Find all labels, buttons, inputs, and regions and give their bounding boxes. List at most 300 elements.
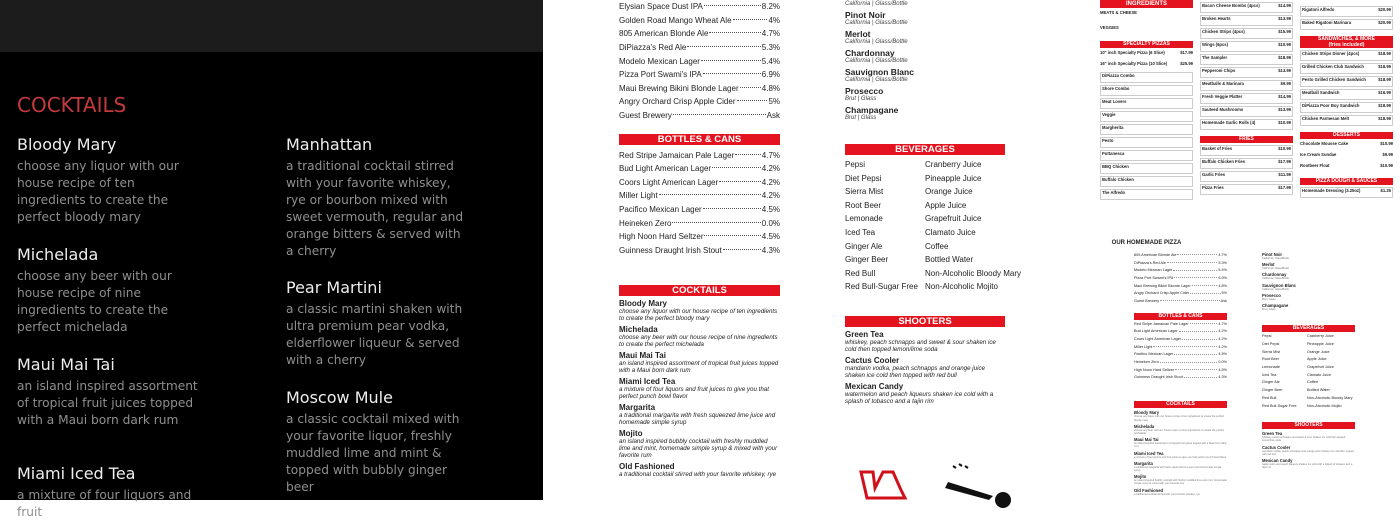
beverage-item: Red Bull-Sugar Free: [845, 282, 918, 292]
mini-item-row: [1302, 77, 1391, 82]
item-value: 4.3%: [761, 245, 780, 255]
mini-item-name: Pizza Fries: [1202, 185, 1224, 190]
menu-row: [619, 27, 780, 41]
mini-beverage: Cranberry Juice: [1307, 334, 1334, 339]
leader-dots: [1160, 362, 1217, 363]
leader-dots: [733, 19, 768, 20]
item-desc: choose any liquor with our house recipe of ten ingredients to create the perfect bloody mary: [619, 308, 778, 323]
mini-item-price: $20.99: [1378, 20, 1391, 25]
beverage-item: Clamato Juice: [925, 227, 976, 237]
mini-item-desc: Brut | Glass: [1262, 308, 1276, 312]
item-name: Bud Light American Lager: [619, 164, 712, 174]
cocktail-item: [17, 134, 202, 226]
item-name: Miller Light: [1134, 344, 1153, 349]
mini-item-name: Merlot: [1262, 262, 1275, 268]
mini-item: [1300, 50, 1393, 61]
mini-header: SHOOTERS: [1262, 422, 1355, 429]
menu-row: [619, 216, 780, 230]
item-name: Sauvignon Blanc: [845, 67, 914, 77]
menu-row: [619, 244, 780, 258]
cocktail-desc: choose any beer with our house recipe of nine ingredients to create the perfect michelada: [17, 269, 172, 334]
menu-column-2: [845, 1, 1065, 405]
mini-item-desc: whiskey, peach schnapps and sweet & sour shaken ice cold then topped lemon/lime soda: [1262, 436, 1346, 443]
menu-item: [619, 299, 780, 322]
mini-item-row: [1302, 103, 1391, 108]
item-name: Chardonnay: [845, 48, 895, 58]
mini-row: [1134, 320, 1227, 328]
item-name: Pizza Port Swami's IPA: [1134, 275, 1174, 280]
item-value: Ask: [766, 111, 780, 121]
leader-dots: [673, 114, 766, 115]
mini-item-desc: [1302, 193, 1391, 197]
mini-item-row: [1202, 3, 1291, 8]
item-desc: choose any beer with our house recipe of nine ingredients to create the perfect michelada: [619, 334, 778, 349]
leader-dots: [701, 60, 761, 61]
mini-pizza: [1100, 163, 1193, 174]
mini-item: [1200, 93, 1293, 104]
mini-item: [1100, 61, 1193, 70]
mini-item-desc: [1202, 8, 1291, 12]
item-value: 5%: [1221, 291, 1227, 296]
mini-item-desc: [1202, 177, 1291, 181]
item-name: Miller Light: [619, 191, 658, 201]
mini-drinks-1: [1134, 251, 1227, 496]
mini-item: [1100, 50, 1193, 59]
mini-item: [1300, 6, 1393, 17]
item-desc: whiskey, peach schnapps and sweet & sour shaken ice cold then topped lemon/lime soda: [845, 338, 996, 353]
menu-row: [619, 230, 780, 244]
mini-header: DESSERTS: [1300, 132, 1393, 139]
mini-item: [1200, 15, 1293, 26]
leader-dots: [1184, 377, 1218, 378]
item-name: Margarita: [619, 403, 656, 413]
item-name: Maui Brewing Bikini Blonde Lager: [619, 83, 739, 93]
bottles-list: [619, 148, 780, 257]
mini-item-price: $17.99: [1278, 159, 1291, 164]
mini-item-price: $14.99: [1278, 94, 1291, 99]
mini-pizza: [1100, 72, 1193, 83]
item-name: Mojito: [619, 429, 643, 439]
menu-item: [845, 382, 1005, 405]
mini-item: [1200, 80, 1293, 91]
item-value: 4.8%: [761, 83, 780, 93]
mini-item-price: $10.99: [1278, 42, 1291, 47]
mini-item-name: Baked Rigatoni Marinara: [1302, 20, 1352, 25]
mini-item: [1200, 2, 1293, 13]
mini-desc: [1102, 91, 1191, 95]
item-name: Heineken Zero: [619, 218, 672, 228]
mini-item-name: Ice Cream Sundae: [1300, 152, 1337, 157]
mini-item-desc: [1300, 146, 1393, 150]
mini-item-desc: [1300, 168, 1393, 172]
menu-row: [619, 82, 780, 96]
mini-item-price: $16.99: [1378, 90, 1391, 95]
cocktail-name: Michelada: [17, 245, 99, 264]
item-name: Coors Light American Lager: [619, 177, 719, 187]
mini-item-price: $18.99: [1378, 77, 1391, 82]
mini-item: [1300, 89, 1393, 100]
mini-beverage: Root Beer: [1262, 357, 1280, 362]
mini-item-row: [1202, 120, 1291, 125]
mini-item-price: $18.99: [1378, 103, 1391, 108]
mini-header: SPECIALTY PIZZAS: [1100, 41, 1193, 48]
mini-item-name: Bacon Cheese Bombs (4pcs): [1202, 3, 1260, 8]
item-value: 4.7%: [761, 150, 780, 160]
mini-homemade: [1100, 240, 1193, 247]
mini-row: [1134, 358, 1227, 366]
item-name: Miami Iced Tea: [619, 377, 676, 387]
mini-pizza-name: The Alfredo: [1102, 190, 1126, 195]
mini-item: [1300, 115, 1393, 126]
mini-item-desc: [1302, 82, 1391, 86]
mini-item-desc: [1202, 164, 1291, 168]
mini-item-desc: an island inspired assortment of tropical fruit juices topped with a Maui born dark rum: [1134, 442, 1227, 449]
item-desc: Brut | Glass: [845, 96, 877, 102]
mini-item-name: DiPiazza Poor Boy Sandwich: [1302, 103, 1360, 108]
mini-item-price: $13.99: [1278, 16, 1291, 21]
item-name: Modelo Mexican Lager: [1134, 268, 1173, 273]
mini-row: [1134, 374, 1227, 382]
cocktails-panel: [0, 0, 543, 519]
mini-beverage: Non-Alcoholic Bloody Mary: [1307, 395, 1353, 400]
item-value: 4.7%: [1218, 321, 1227, 326]
item-name: Mexican Candy: [845, 381, 904, 391]
cocktail-item: [17, 244, 202, 336]
mini-item-name: Sauteed Mushrooms: [1202, 107, 1244, 112]
item-name: Heineken Zero: [1134, 360, 1159, 365]
menu-item: [845, 330, 1005, 353]
cocktails-header: COCKTAILS: [619, 285, 780, 296]
mini-beverage: Lemonade: [1262, 365, 1280, 370]
menu-item: [845, 49, 1065, 65]
mini-pizza-name: Buffalo Chicken: [1102, 177, 1134, 182]
mini-desc: [1102, 143, 1191, 147]
item-name: Green Tea: [845, 329, 884, 339]
mini-header: SANDWICHES, & MORE: [1318, 36, 1375, 42]
mini-item-desc: [1202, 112, 1291, 116]
mini-row: [1134, 251, 1227, 259]
cocktail-item: [17, 463, 202, 521]
mini-item: [1200, 171, 1293, 182]
mini-item-name: Buffalo Chicken Fries: [1202, 159, 1246, 164]
mini-item-row: [1302, 20, 1391, 25]
item-name: Guinness Draught Irish Stout: [1134, 375, 1183, 380]
cocktail-name: Miami Iced Tea: [17, 464, 136, 483]
mini-item-name: Rootbeer Float: [1300, 163, 1330, 168]
mini-item-desc: [1300, 157, 1393, 161]
item-name: Old Fashioned: [619, 462, 675, 472]
menu-item: [619, 403, 780, 426]
mini-item-price: $13.99: [1278, 107, 1291, 112]
menu-item: [845, 68, 1065, 84]
mini-beverage: Pineapple Juice: [1307, 341, 1334, 346]
mini-beverage: Red Bull-Sugar Free: [1262, 403, 1297, 408]
mini-item-name: Basket of Fries: [1202, 146, 1233, 151]
leader-dots: [737, 100, 768, 101]
item-desc: mandarin vodka, peach schnapps and orange juice shaken ice cold then topped with red bull: [845, 364, 986, 379]
mini-item-price: $15.99: [1278, 29, 1291, 34]
mini-item: [1300, 187, 1393, 198]
item-value: 4.8%: [1218, 283, 1227, 288]
mini-item-price: $9.99: [1382, 152, 1393, 157]
leader-dots: [1192, 285, 1218, 286]
cocktail-item: [286, 387, 471, 496]
leader-dots: [723, 249, 761, 250]
menu-item: [845, 87, 1065, 103]
mini-item-name: Bloody Mary: [1134, 410, 1160, 416]
item-value: 5.4%: [1218, 268, 1227, 273]
cocktail-name: Manhattan: [286, 135, 373, 154]
mini-header: PIZZA DOUGH & SAUCES: [1300, 178, 1393, 185]
item-value: 5.4%: [761, 56, 780, 66]
mini-item-name: Chocolate Mousse Cake: [1300, 141, 1349, 146]
mini-item-name: Wings (6pcs): [1202, 42, 1229, 47]
item-desc: a traditional cocktail stirred with your favorite whiskey, rye: [619, 471, 777, 479]
cocktail-item: [17, 354, 202, 429]
mini-item: [1300, 19, 1393, 30]
mini-row: [1134, 274, 1227, 282]
mini-pizza: [1100, 189, 1193, 200]
item-desc: California | Glass/Bottle: [845, 20, 908, 26]
mini-item-desc: [1202, 99, 1291, 103]
leader-dots: [719, 181, 761, 182]
item-name: Pinot Noir: [845, 10, 886, 20]
mini-pizza-name: Meat Lovers: [1102, 99, 1127, 104]
leader-dots: [1173, 270, 1217, 271]
item-value: 5%: [768, 97, 780, 107]
mini-item-desc: [1202, 125, 1291, 129]
mini-item-name: Maui Mai Tai: [1134, 437, 1159, 443]
mini-item-name: Old Fashioned: [1134, 487, 1164, 493]
mini-item-desc: choose any beer with our house recipe of nine ingredients to create the perfect michelada: [1134, 428, 1225, 435]
item-name: 805 American Blonde Ale: [1134, 252, 1177, 257]
item-name: Bloody Mary: [619, 299, 668, 309]
item-value: 4.3%: [1218, 375, 1227, 380]
menu-row: [619, 54, 780, 68]
item-value: 4%: [768, 15, 780, 25]
mini-pizza: [1100, 176, 1193, 187]
top-bar: [0, 0, 543, 52]
leader-dots: [1179, 331, 1218, 332]
mini-beverage: Iced Tea: [1262, 372, 1277, 377]
cocktail-name: Maui Mai Tai: [17, 355, 115, 374]
leader-dots: [1190, 293, 1220, 294]
mini-header: BEVERAGES: [1262, 325, 1355, 332]
item-desc: California | Glass/Bottle: [845, 39, 908, 45]
mini-item: [1200, 119, 1293, 130]
mini-item-name: Meatball Sandwich: [1302, 90, 1340, 95]
mini-label: OUR HOMEMADE PIZZA: [1111, 240, 1182, 246]
mini-item-desc: California | Glass/Bottle: [1262, 267, 1290, 271]
item-name: Angry Orchard Crisp Apple Cider: [1134, 291, 1190, 296]
menu-item: [845, 30, 1065, 46]
mini-item-desc: [1302, 12, 1391, 16]
item-desc: an island inspired assortment of tropical fruit juices topped with a Maui born dark rum: [619, 360, 779, 375]
mini-item-desc: [1202, 47, 1291, 51]
mini-pizza-name: BBQ Chicken: [1102, 164, 1129, 169]
mini-row: [1134, 343, 1227, 351]
item-value: Ask: [1220, 298, 1227, 303]
item-value: 4.7%: [1218, 252, 1227, 257]
mini-item-name: 10" inch Specialty Pizza (6 Slice): [1100, 50, 1165, 55]
mini-row: [1134, 266, 1227, 274]
mini-item-desc: [1202, 190, 1291, 194]
beverage-item: Iced Tea: [845, 227, 876, 237]
mini-pizza-name: Veggie: [1102, 112, 1116, 117]
beverage-item: Sierra Mist: [845, 187, 884, 197]
bottles-header: BOTTLES & CANS: [619, 134, 780, 145]
item-name: Cactus Cooler: [845, 355, 900, 365]
mini-item-desc: choose any liquor with our house recipe of ten ingredients to create the perfect bloody mary: [1134, 415, 1225, 422]
mini-beverage: Clamato Juice: [1307, 372, 1332, 377]
mini-item-name: Fresh Veggie Platter: [1202, 94, 1243, 99]
item-value: 4.2%: [761, 164, 780, 174]
mini-item-name: Chicken Parmesan Melt: [1302, 116, 1350, 121]
cocktail-name: Pear Martini: [286, 278, 382, 297]
mini-item-desc: [1302, 95, 1391, 99]
menu-item: [619, 351, 780, 374]
item-value: 4.5%: [761, 232, 780, 242]
mini-item-name: Pinot Noir: [1262, 252, 1283, 257]
mini-item-name: Homemade Garlic Rolls (4): [1202, 120, 1256, 125]
beverage-item: Grapefruit Juice: [925, 214, 982, 224]
mini-drinks-2: [1262, 250, 1355, 469]
mini-item-price: $18.99: [1378, 64, 1391, 69]
leader-dots: [703, 208, 761, 209]
mini-item-name: Garlic Fries: [1202, 172, 1226, 177]
mini-item-desc: [1100, 55, 1193, 59]
leader-dots: [1177, 254, 1217, 255]
mini-item: [1300, 63, 1393, 74]
mini-item-desc: [1302, 25, 1391, 29]
beverage-item: Orange Juice: [925, 187, 973, 197]
mini-header: INGREDIENTS: [1100, 0, 1193, 8]
menu-row: [619, 189, 780, 203]
item-value: 4.5%: [1218, 352, 1227, 357]
mini-beverage: Red Bull: [1262, 395, 1277, 400]
item-name: Guinness Draught Irish Stout: [619, 245, 722, 255]
mini-item-price: $17.99: [1180, 50, 1193, 55]
leader-dots: [703, 73, 761, 74]
menu-row: [619, 148, 780, 162]
menu-row: [619, 68, 780, 82]
leader-dots: [1153, 346, 1217, 347]
mini-item-desc: California | Glass/Bottle: [1262, 257, 1290, 260]
mini-item-desc: [1202, 73, 1291, 77]
mini-item-row: [1302, 116, 1391, 121]
item-value: 4.2%: [761, 177, 780, 187]
mini-item-desc: California | Glass/Bottle: [1262, 277, 1290, 281]
mini-pizza: [1100, 85, 1193, 96]
mini-item-desc: [1202, 86, 1291, 90]
leader-dots: [704, 235, 760, 236]
mini-item-row: [1302, 51, 1391, 56]
mini-desc: [1102, 169, 1191, 173]
leader-dots: [1190, 323, 1218, 324]
mini-item-name: Mexican Candy: [1262, 458, 1293, 464]
mini-item-name: Chicken Strips Dinner (4pcs): [1302, 51, 1360, 56]
mini-item-name: Pepperoni Chips: [1202, 68, 1236, 73]
mini-beverage: Orange Juice: [1307, 349, 1330, 354]
mini-item-desc: [1302, 108, 1391, 112]
leader-dots: [740, 87, 761, 88]
mini-item-name: Margarita: [1134, 460, 1153, 466]
mini-item-name: Champagane: [1262, 303, 1289, 309]
shooters-header: SHOOTERS: [845, 316, 1005, 327]
menu-page: [543, 0, 1090, 500]
cocktail-name: Bloody Mary: [17, 135, 117, 154]
mini-item: [1200, 106, 1293, 117]
menu-row: [619, 176, 780, 190]
mini-item-price: $18.99: [1378, 116, 1391, 121]
beverage-item: Bottled Water: [925, 255, 974, 265]
beverage-item: Lemonade: [845, 214, 883, 224]
leader-dots: [672, 222, 760, 223]
item-name: Maui Brewing Bikini Blonde Lager: [1134, 283, 1191, 288]
menu-row: [619, 0, 780, 14]
mini-item-name: Chicken Strips (4pcs): [1202, 29, 1245, 34]
mini-pizza-name: Margherita: [1102, 125, 1124, 130]
mini-sub: (fries included): [1328, 42, 1365, 48]
leader-dots: [704, 5, 761, 6]
mini-item-desc: an island inspired bubbly cocktail with freshly muddled lime and mint, homemade simple syrup & mixed with your favorite rum: [1134, 479, 1227, 486]
mini-item-desc: [1202, 151, 1291, 155]
mini-beverage: Ginger Ale: [1262, 380, 1280, 385]
mini-pizza-name: DiPiazza Combo: [1102, 73, 1135, 78]
mini-item-name: Grilled Chicken Club Sandwich: [1302, 64, 1364, 69]
menu-row: [619, 109, 780, 123]
leader-dots: [1182, 339, 1217, 340]
leader-dots: [1175, 369, 1217, 370]
beverage-item: Apple Juice: [925, 200, 967, 210]
cocktail-desc: choose any liquor with our house recipe of ten ingredients to create the perfect bloody mary: [17, 159, 179, 224]
mini-item-desc: [1202, 60, 1291, 64]
mini-item-desc: mandarin vodka, peach schnapps and orange juice shaken ice cold then topped with red bull: [1262, 449, 1354, 456]
item-desc: an island inspired bubbly cocktail with freshly muddled lime and mint, homemade simple syrup & mixed with your favorite rum: [619, 438, 778, 460]
item-value: 0.0%: [1218, 360, 1227, 365]
mini-beverage: Diet Pepsi: [1262, 341, 1280, 346]
item-name: Golden Road Mango Wheat Ale: [619, 15, 732, 25]
item-value: 6.9%: [1218, 275, 1227, 280]
mini-pizza: [1100, 111, 1193, 122]
item-name: Bud Light American Lager: [1134, 329, 1178, 334]
beverage-item: Cranberry Juice: [925, 160, 982, 169]
item-value: 4.5%: [761, 205, 780, 215]
cocktails-list: [619, 299, 780, 478]
item-name: Merlot: [845, 29, 871, 39]
mini-item-name: Homemade Dressing (3.25oz): [1302, 188, 1361, 193]
mini-item-name: Broken Hearts: [1202, 16, 1231, 21]
mini-pizza-name: Pesto: [1102, 138, 1114, 143]
cocktail-desc: a classic martini shaken with ultra premium pear vodka, elderflower liqueur & served with a cherry: [286, 302, 463, 367]
item-name: Red Stripe Jamaican Pale Lager: [1134, 321, 1189, 326]
mini-pizza: [1100, 98, 1193, 109]
mini-item: [1300, 141, 1393, 150]
mini-item-price: $10.99: [1380, 141, 1393, 146]
menu-thumbnail: [1090, 0, 1400, 500]
menu-row: [619, 203, 780, 217]
mini-label: VEGGIES: [1100, 25, 1119, 30]
beverages-list: [845, 158, 1065, 294]
mini-item-name: Cactus Cooler: [1262, 444, 1291, 450]
cocktail-name: Moscow Mule: [286, 388, 393, 407]
mini-item-desc: [1302, 56, 1391, 60]
mini-beverage: Apple Juice: [1307, 357, 1327, 362]
mini-item-price: $20.99: [1378, 7, 1391, 12]
leader-dots: [1174, 277, 1217, 278]
item-value: 4.2%: [1218, 344, 1227, 349]
mini-item-desc: [1202, 21, 1291, 25]
